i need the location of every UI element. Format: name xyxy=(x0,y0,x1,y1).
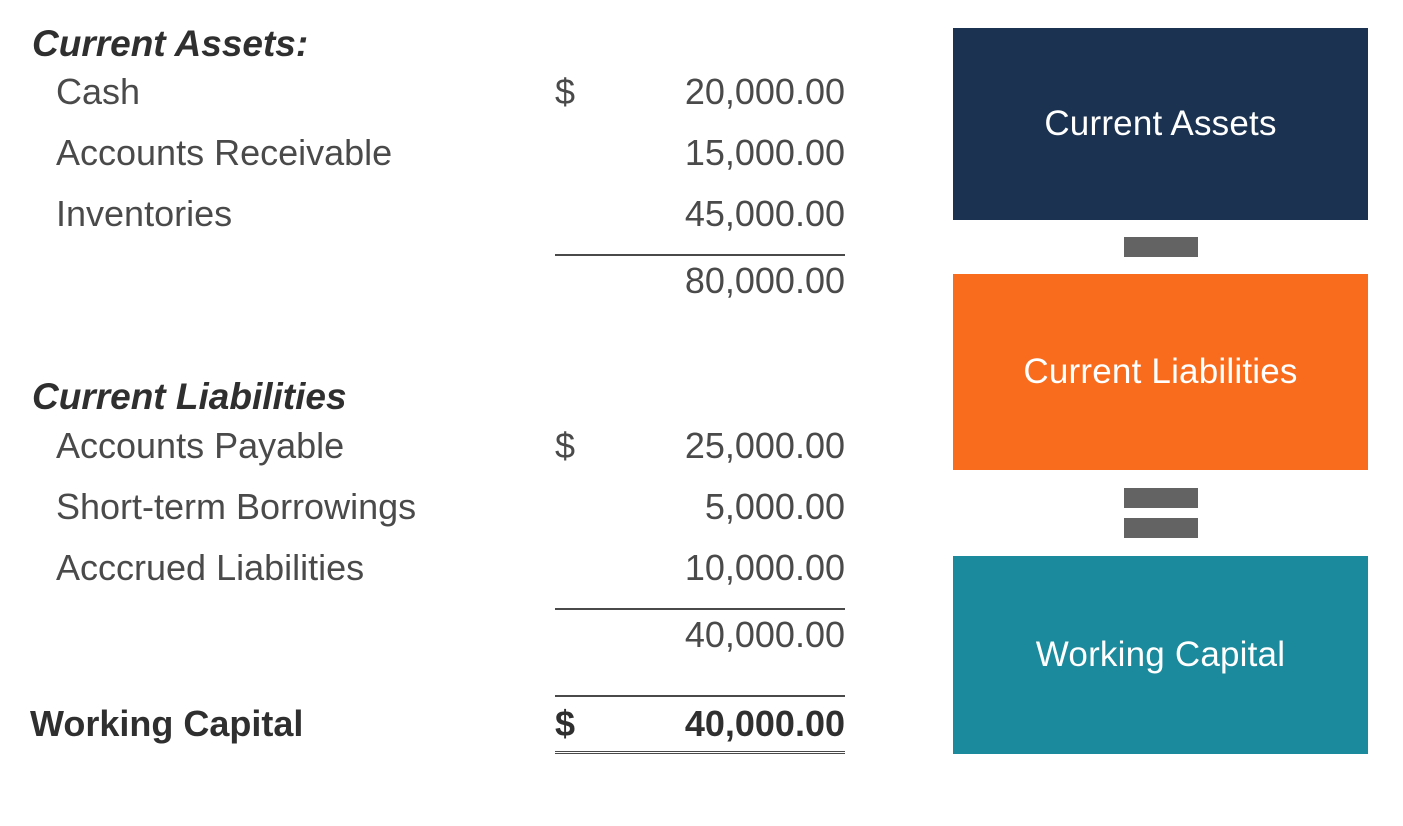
diagram-block-current-assets xyxy=(953,28,1368,220)
diagram-block-working-capital xyxy=(953,556,1368,754)
subtotal-amount-group xyxy=(555,254,845,302)
line-item-amount-group xyxy=(555,71,845,113)
equals-bar-bottom xyxy=(1124,518,1198,538)
line-item-amount-group xyxy=(555,193,845,235)
line-item-amount: 20,000.00 xyxy=(684,71,845,113)
line-item-amount: 15,000.00 xyxy=(684,132,845,174)
minus-operator-icon xyxy=(953,220,1368,274)
equals-bar-top xyxy=(1124,488,1198,508)
diagram-block-label: Working Capital xyxy=(1035,635,1286,674)
line-item-accounts-receivable xyxy=(30,132,845,193)
currency-symbol: $ xyxy=(555,71,576,113)
line-item-label: Cash xyxy=(56,71,141,113)
line-item-amount-group xyxy=(555,425,845,467)
minus-bar xyxy=(1124,237,1198,257)
line-item-label: Acccrued Liabilities xyxy=(56,546,365,588)
diagram-block-label: Current Assets xyxy=(1044,104,1277,143)
currency-symbol: $ xyxy=(555,424,576,466)
line-item-label: Inventories xyxy=(56,193,233,235)
line-item-label: Short-term Borrowings xyxy=(56,485,417,527)
line-item-amount: 25,000.00 xyxy=(684,424,845,466)
line-item-amount: 45,000.00 xyxy=(684,193,845,235)
line-item-amount-group xyxy=(555,547,845,589)
line-item-accrued-liabilities xyxy=(30,547,845,608)
line-item-amount-group xyxy=(555,486,845,528)
current-assets-subtotal: 80,000.00 xyxy=(684,260,845,302)
currency-symbol: $ xyxy=(555,702,576,744)
line-item-amount-group xyxy=(555,132,845,174)
equals-operator-icon xyxy=(953,470,1368,556)
working-capital-statement xyxy=(30,20,845,765)
line-item-accounts-payable xyxy=(30,425,845,486)
line-item-short-term-borrowings xyxy=(30,486,845,547)
current-liabilities-subtotal: 40,000.00 xyxy=(684,613,845,655)
working-capital-amount-group xyxy=(555,695,845,754)
line-item-label: Accounts Payable xyxy=(56,424,345,466)
current-assets-subtotal-row xyxy=(30,254,845,315)
diagram-block-label: Current Liabilities xyxy=(1023,352,1298,391)
current-liabilities-subtotal-row xyxy=(30,608,845,669)
working-capital-label: Working Capital xyxy=(30,702,304,744)
section-gap xyxy=(30,315,845,373)
line-item-label: Accounts Receivable xyxy=(56,132,393,174)
subtotal-amount-group xyxy=(555,608,845,656)
line-item-amount: 10,000.00 xyxy=(684,546,845,588)
current-liabilities-heading: Current Liabilities xyxy=(32,376,347,418)
working-capital-diagram xyxy=(953,28,1368,754)
working-capital-total-row xyxy=(30,695,845,765)
line-item-amount: 5,000.00 xyxy=(704,485,845,527)
working-capital-amount: 40,000.00 xyxy=(684,702,845,744)
current-assets-heading: Current Assets: xyxy=(32,23,309,64)
line-item-cash xyxy=(30,71,845,132)
line-item-inventories xyxy=(30,193,845,254)
diagram-block-current-liabilities xyxy=(953,274,1368,470)
